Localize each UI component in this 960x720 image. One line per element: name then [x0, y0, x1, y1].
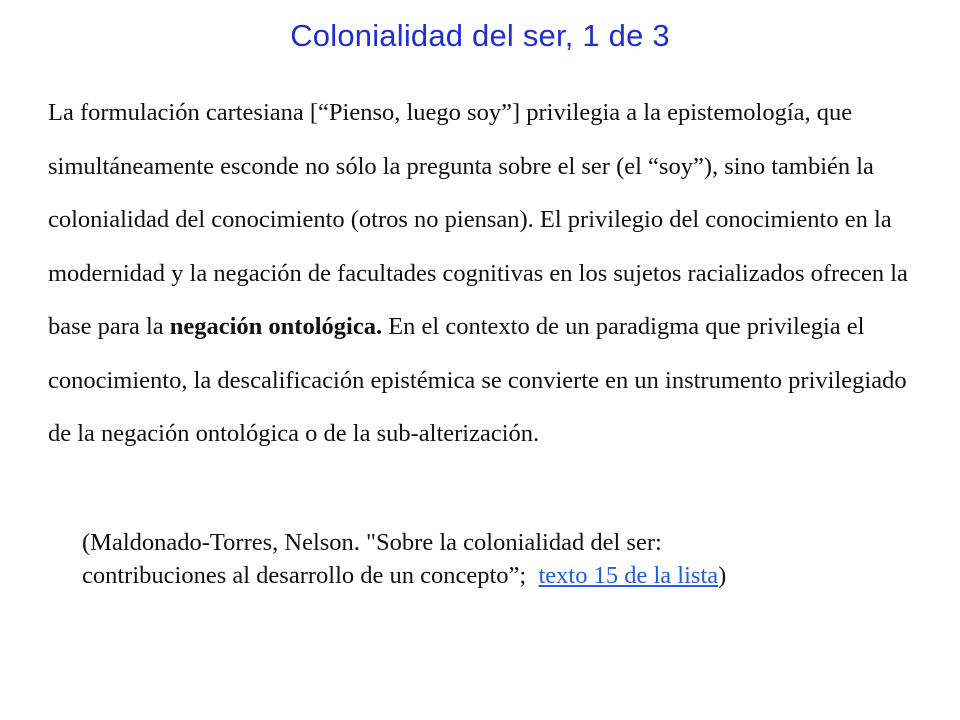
citation [82, 526, 902, 592]
reading-list-link[interactable]: texto 15 de la lista [538, 562, 719, 589]
paragraph-bold-phrase: negación ontológica. [169, 313, 383, 340]
paragraph-text-part-2: En el contexto de un paradigma que privilegia el conocimiento, la descalificación epistémica se convierte en un instrumento privilegiado de la negación ontológica o de la sub-alterización. [48, 313, 907, 447]
slide-title: Colonialidad del ser, 1 de 3 [290, 18, 670, 53]
citation-line-2: contribuciones al desarrollo de un concepto”; [82, 562, 539, 589]
paragraph-text-part-1: La formulación cartesiana [“Pienso, luego soy”] privilegia a la epistemología, que simultáneamente esconde no sólo la pregunta sobre el ser (el “soy”), sino también la colonialidad del conocimiento (otros no piensan). El privilegio del conocimiento en la modernidad y la negación de facultades cognitivas en los sujetos racializados ofrecen la base para la [48, 99, 908, 340]
body-paragraph [48, 86, 928, 461]
citation-closing-paren: ) [718, 562, 727, 589]
citation-line-1: (Maldonado-Torres, Nelson. "Sobre la colonialidad del ser: [82, 529, 662, 556]
